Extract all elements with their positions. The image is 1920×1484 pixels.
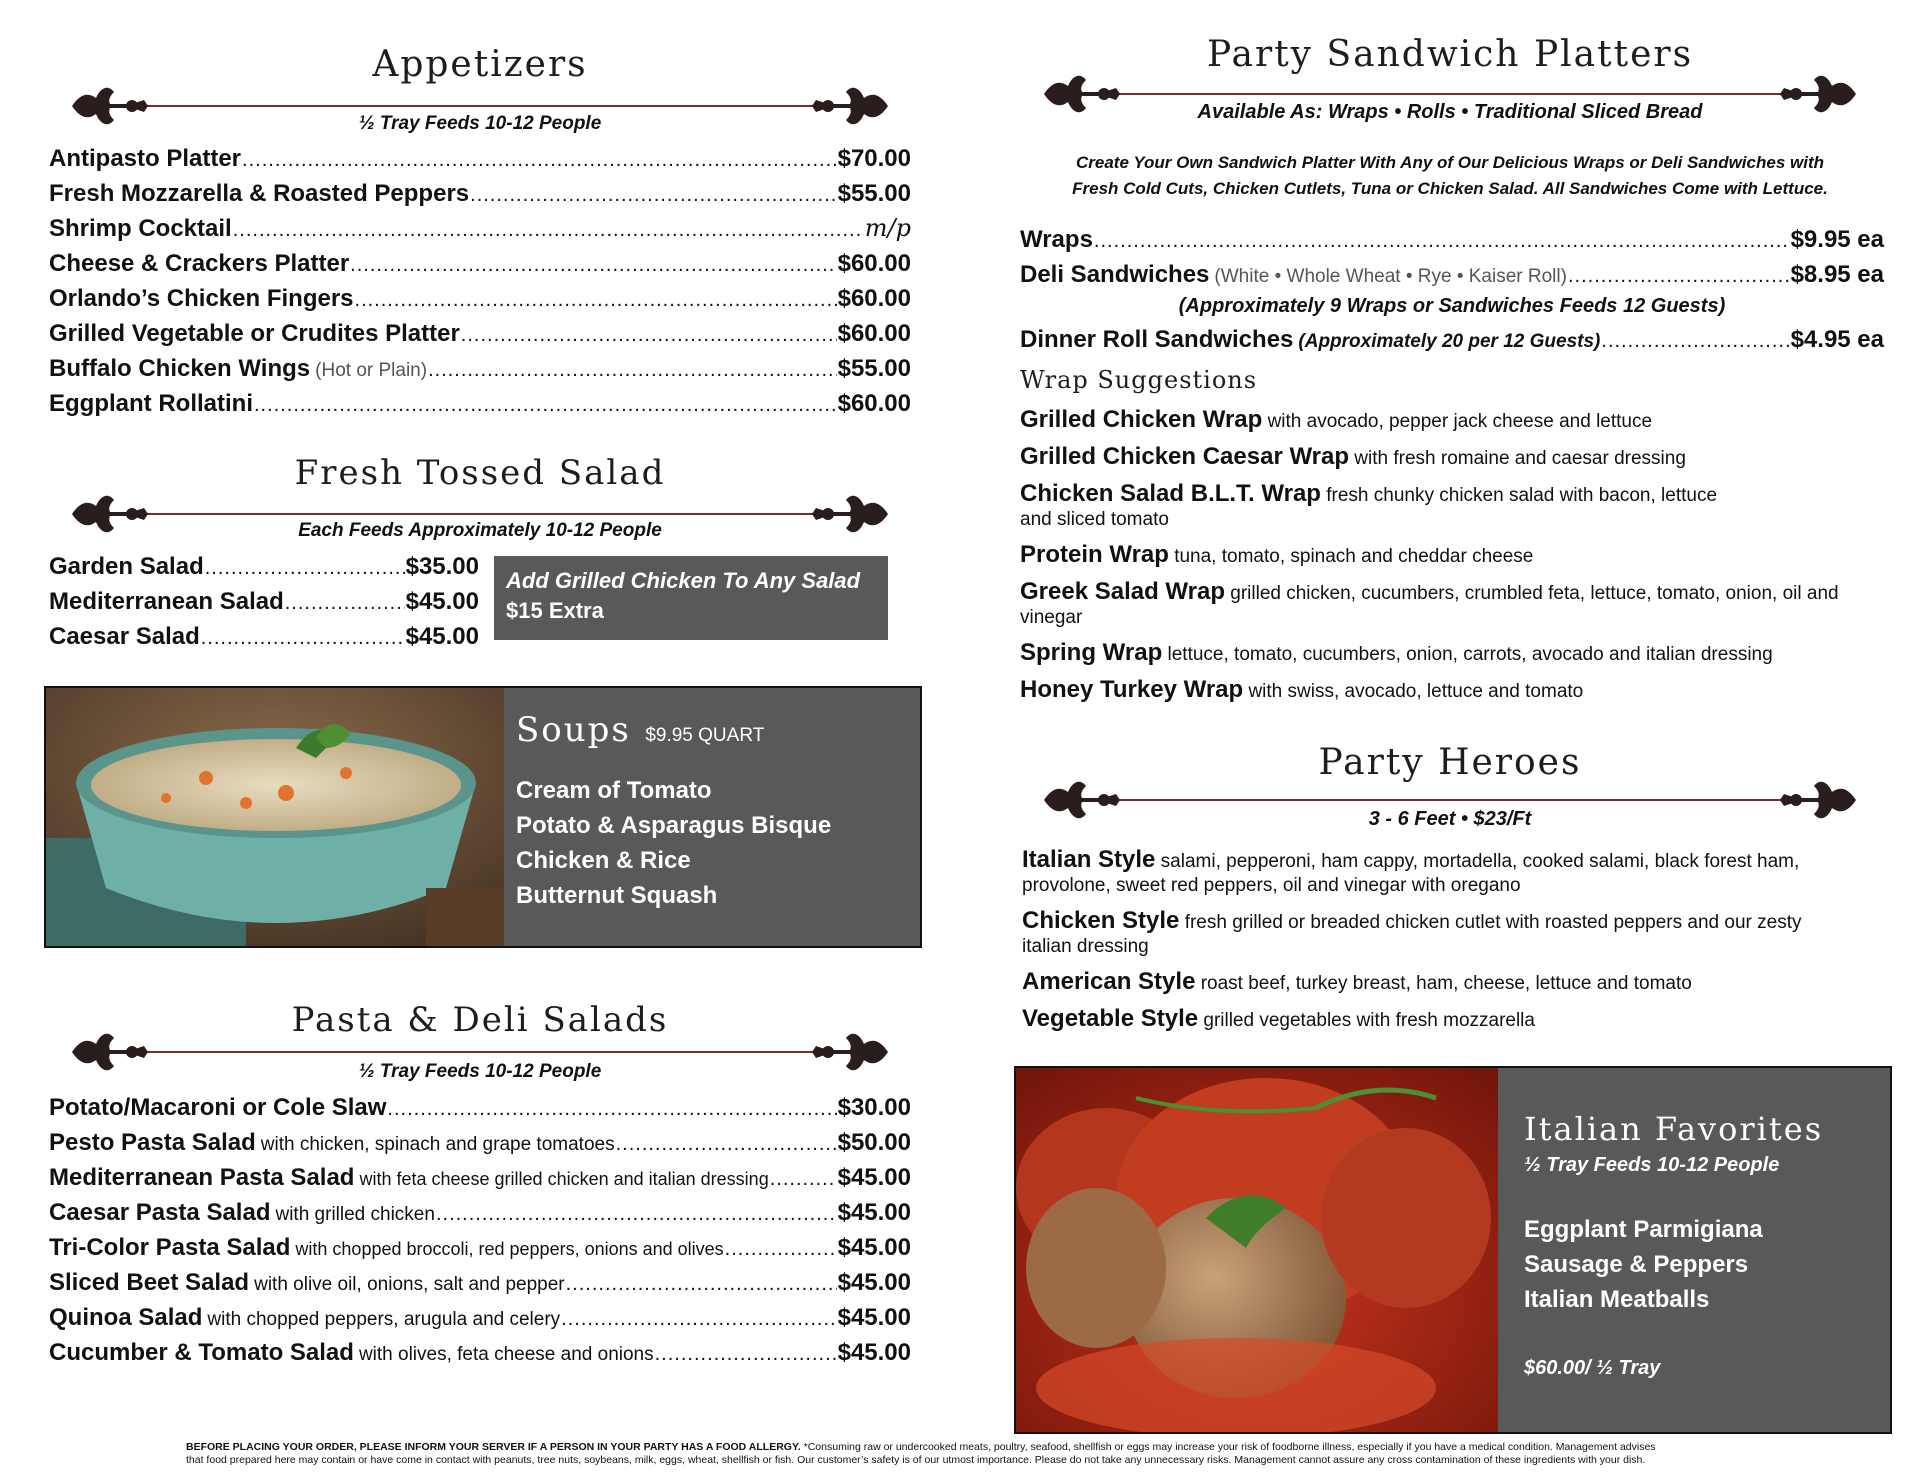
italian-item: Italian Meatballs [1524, 1286, 1710, 1313]
menu-item: Mediterranean Salad ..... $45.00 [49, 584, 479, 619]
approx-note: (Approximately 9 Wraps or Sandwiches Feeds 12 Guests) [1178, 295, 1726, 317]
salad-title: Fresh Tossed Salad [294, 453, 666, 493]
italian-item: Eggplant Parmigiana [1524, 1216, 1763, 1243]
soup-item: Butternut Squash [516, 882, 718, 909]
appetizers-subtitle: ½ Tray Feeds 10-12 People [358, 113, 602, 134]
italian-price: $60.00/ ½ Tray [1524, 1357, 1661, 1379]
pasta-title: Pasta & Deli Salads [291, 1000, 669, 1040]
menu-item: Orlando’s Chicken Fingers ..... $60.00 [49, 281, 911, 316]
wrap-item: Spring Wrap lettuce, tomato, cucumbers, onion, carrots, avocado and italian dressing [1020, 639, 1773, 666]
soup-item: Chicken & Rice [516, 847, 691, 874]
disclaimer-text: *Consuming raw or undercooked meats, poultry, seafood, shellfish or eggs may increase your risk of foodborne illness, especially if you have a medical condition. Management advises [803, 1441, 1656, 1453]
hero-item: American Style roast beef, turkey breast, ham, cheese, lettuce and tomato [1022, 968, 1692, 995]
sandwich-title: Party Sandwich Platters [1206, 34, 1694, 75]
wrap-item: Grilled Chicken Caesar Wrap with fresh romaine and caesar dressing [1020, 443, 1686, 470]
wrap-suggestions-heading: Wrap Suggestions [1020, 366, 1258, 394]
menu-item: Potato/Macaroni or Cole Slaw ..... $30.00 [49, 1090, 911, 1125]
pasta-subtitle: ½ Tray Feeds 10-12 People [358, 1061, 602, 1082]
salad-promo-box [494, 556, 888, 640]
menu-item: Antipasto Platter ..... $70.00 [49, 141, 911, 176]
meatball-image [1016, 1068, 1498, 1432]
wrap-item: Greek Salad Wrap grilled chicken, cucumbers, crumbled feta, lettuce, tomato, onion, oil and vinegar [1020, 578, 1839, 628]
menu-item: Mediterranean Pasta Salad with feta cheese grilled chicken and italian dressing ..... $45.00 [49, 1160, 911, 1195]
wrap-item: Chicken Salad B.L.T. Wrap fresh chunky chicken salad with bacon, lettuce and sliced tomato [1020, 480, 1718, 530]
italian-item: Sausage & Peppers [1524, 1251, 1749, 1278]
menu-item: Shrimp Cocktail ..... m/p [49, 211, 911, 246]
heroes-subtitle: 3 - 6 Feet • $23/Ft [1368, 808, 1532, 830]
soups-block [44, 686, 922, 948]
sandwich-available: Available As: Wraps • Rolls • Traditional Sliced Bread [1197, 101, 1703, 123]
menu-item: Wraps ..... $9.95 ea [1020, 222, 1884, 257]
pasta-list [49, 1090, 911, 1370]
allergy-disclaimer [186, 1441, 1746, 1467]
menu-item: Dinner Roll Sandwiches (Approximately 20 per 12 Guests) ..... $4.95 ea [1020, 322, 1884, 357]
menu-item: Buffalo Chicken Wings (Hot or Plain) ..... $55.00 [49, 351, 911, 386]
hero-item: Vegetable Style grilled vegetables with fresh mozzarella [1022, 1005, 1535, 1032]
promo-title: Add Grilled Chicken To Any Salad [506, 568, 861, 593]
italian-subtitle: ½ Tray Feeds 10-12 People [1524, 1154, 1780, 1176]
menu-item: Deli Sandwiches (White • Whole Wheat • Rye • Kaiser Roll) ..... $8.95 ea [1020, 257, 1884, 292]
sandwich-list [1020, 222, 1884, 357]
intro-line: Create Your Own Sandwich Platter With Any of Our Delicious Wraps or Deli Sandwiches with [1076, 153, 1824, 172]
hero-item: Italian Style salami, pepperoni, ham cappy, mortadella, cooked salami, black forest ham, provolone, sweet red peppers, oil and vinegar with oregano [1022, 846, 1800, 896]
wrap-item: Honey Turkey Wrap with swiss, avocado, lettuce and tomato [1020, 676, 1584, 703]
heroes-title: Party Heroes [1318, 742, 1582, 783]
menu-item: Fresh Mozzarella & Roasted Peppers ..... $55.00 [49, 176, 911, 211]
wrap-item: Grilled Chicken Wrap with avocado, pepper jack cheese and lettuce [1020, 406, 1653, 433]
soups-title: Soups [516, 710, 631, 750]
menu-item: Eggplant Rollatini ..... $60.00 [49, 386, 911, 421]
sandwich-intro [1020, 150, 1880, 202]
soups-panel [504, 688, 920, 946]
italian-block [1014, 1066, 1892, 1434]
menu-item: Grilled Vegetable or Crudites Platter ..... $60.00 [49, 316, 911, 351]
appetizers-title: Appetizers [372, 44, 588, 85]
soups-price: $9.95 QUART [645, 725, 765, 746]
appetizers-list [49, 141, 911, 421]
wrap-list [1020, 408, 1850, 715]
menu-item: Caesar Pasta Salad with grilled chicken ..... $45.00 [49, 1195, 911, 1230]
soup-item: Cream of Tomato [516, 777, 712, 804]
heroes-list [1022, 848, 1862, 1044]
intro-line: Fresh Cold Cuts, Chicken Cutlets, Tuna or Chicken Salad. All Sandwiches Come with Lettuce. [1072, 179, 1828, 198]
disclaimer-bold: BEFORE PLACING YOUR ORDER, PLEASE INFORM YOUR SERVER IF A PERSON IN YOUR PARTY HAS A FOOD ALLERGY. [186, 1441, 801, 1453]
menu-item: Garden Salad ..... $35.00 [49, 549, 479, 584]
salad-subtitle: Each Feeds Approximately 10-12 People [298, 520, 662, 541]
promo-price: $15 Extra [506, 598, 604, 623]
hero-item: Chicken Style fresh grilled or breaded chicken cutlet with roasted peppers and our zesty italian dressing [1022, 907, 1802, 957]
italian-panel [1498, 1068, 1890, 1432]
salad-list [49, 549, 479, 654]
menu-item: Cucumber & Tomato Salad with olives, feta cheese and onions ..... $45.00 [49, 1335, 911, 1370]
italian-title: Italian Favorites [1524, 1110, 1824, 1148]
menu-item: Tri-Color Pasta Salad with chopped broccoli, red peppers, onions and olives ..... $45.00 [49, 1230, 911, 1265]
soup-image [46, 688, 504, 946]
wrap-item: Protein Wrap tuna, tomato, spinach and cheddar cheese [1020, 541, 1534, 568]
menu-item: Caesar Salad ..... $45.00 [49, 619, 479, 654]
menu-item: Cheese & Crackers Platter ..... $60.00 [49, 246, 911, 281]
menu-item: Pesto Pasta Salad with chicken, spinach and grape tomatoes ..... $50.00 [49, 1125, 911, 1160]
menu-item: Sliced Beet Salad with olive oil, onions, salt and pepper ..... $45.00 [49, 1265, 911, 1300]
soup-item: Potato & Asparagus Bisque [516, 812, 832, 839]
menu-item: Quinoa Salad with chopped peppers, arugula and celery ..... $45.00 [49, 1300, 911, 1335]
disclaimer-text: that food prepared here may contain or have come in contact with peanuts, tree nuts, soybeans, milk, eggs, wheat, shellfish or fish. Our customer’s safety is of our utmost importance. Please do not take any unnecessary risks. Management cannot assure any cross contamination of these ingredients with your dish. [186, 1454, 1646, 1466]
